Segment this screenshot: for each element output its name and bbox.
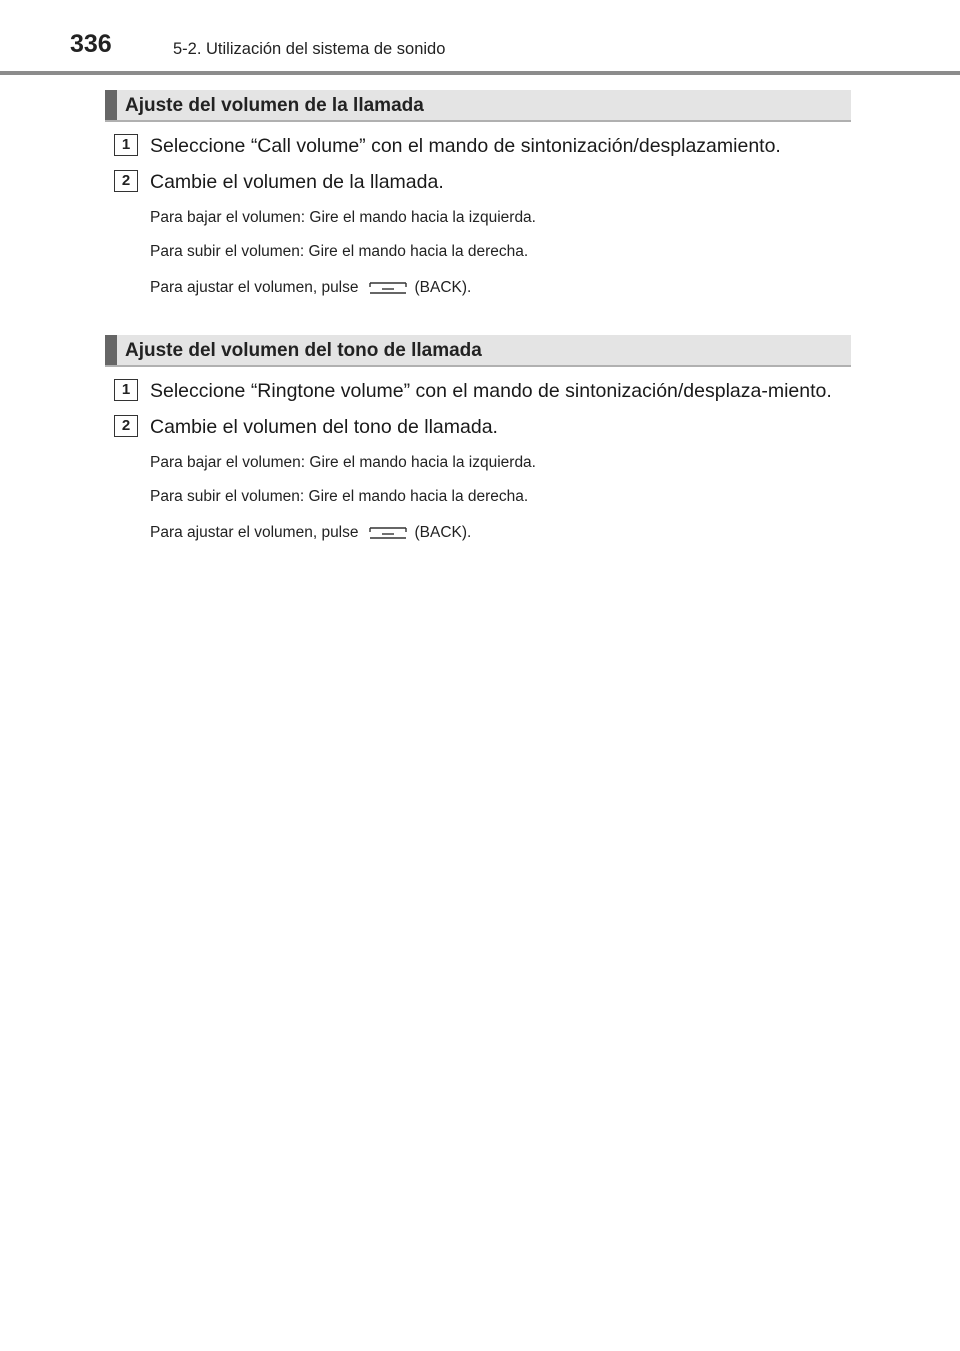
note-back-after: (BACK).: [414, 279, 472, 296]
step-text: Cambie el volumen de la llamada.: [150, 171, 444, 193]
section-heading: [105, 335, 851, 367]
note-volume-down: Para bajar el volumen: Gire el mando hacia la izquierda.: [150, 454, 536, 471]
note-back: [150, 278, 851, 298]
chapter-title: 5-2. Utilización del sistema de sonido: [173, 40, 446, 58]
step-2: [105, 413, 851, 441]
step-1: [105, 377, 851, 405]
note-back: [150, 523, 851, 543]
step-text: Cambie el volumen del tono de llamada.: [150, 416, 498, 438]
note-volume-up: Para subir el volumen: Gire el mando hacia la derecha.: [150, 243, 529, 260]
step-number-badge: 2: [114, 415, 138, 437]
back-button-icon: [369, 526, 407, 540]
section-heading-text: Ajuste del volumen del tono de llamada: [125, 340, 482, 361]
page-header: [0, 0, 960, 76]
note-back-before: Para ajustar el volumen, pulse: [150, 279, 359, 296]
note-back-before: Para ajustar el volumen, pulse: [150, 524, 359, 541]
header-rule: [0, 71, 960, 75]
note-volume-up: Para subir el volumen: Gire el mando hacia la derecha.: [150, 488, 529, 505]
section-heading-text: Ajuste del volumen de la llamada: [125, 95, 424, 116]
step-number-badge: 1: [114, 379, 138, 401]
section-ringtone-volume: [105, 335, 851, 543]
step-1: [105, 132, 851, 160]
step-text: Seleccione “Ringtone volume” con el mando de sintonización/desplaza-miento.: [150, 380, 832, 402]
page-number: 336: [70, 30, 112, 58]
note-back-after: (BACK).: [414, 524, 472, 541]
step-number-badge: 2: [114, 170, 138, 192]
note-volume-down: Para bajar el volumen: Gire el mando hacia la izquierda.: [150, 209, 536, 226]
step-text: Seleccione “Call volume” con el mando de sintonización/desplazamiento.: [150, 135, 781, 157]
step-2: [105, 168, 851, 196]
back-button-icon: [369, 281, 407, 295]
step-number-badge: 1: [114, 134, 138, 156]
section-heading: [105, 90, 851, 122]
section-call-volume: [105, 90, 851, 298]
